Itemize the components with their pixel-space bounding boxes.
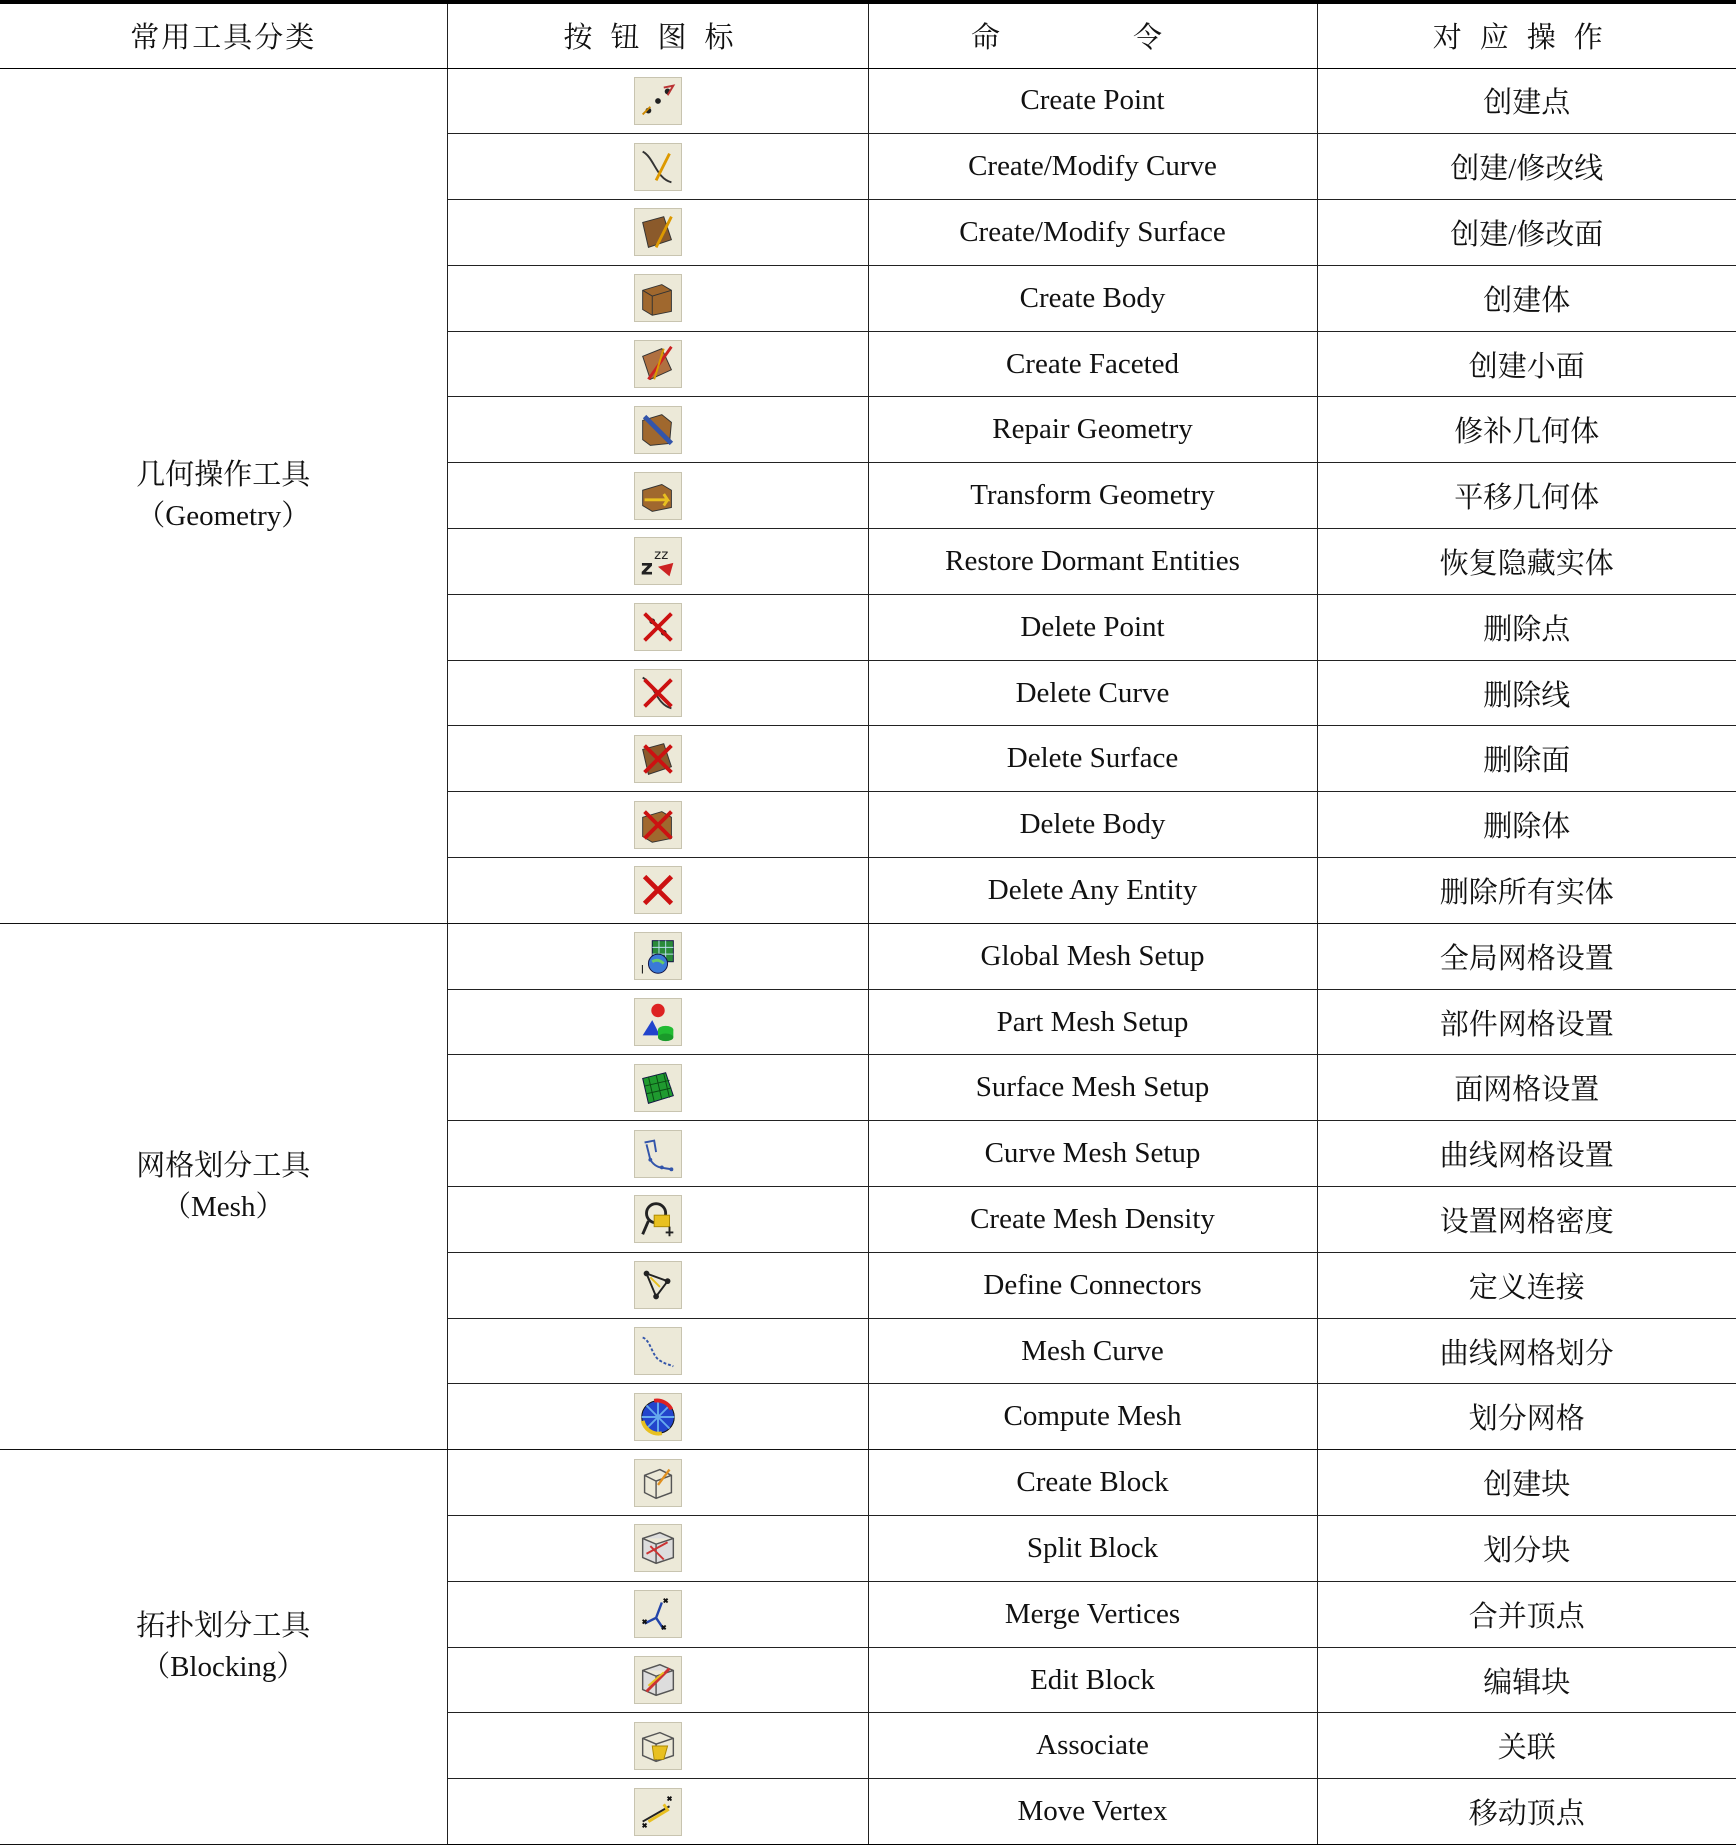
operation-cell: 创建体: [1317, 265, 1736, 331]
surface-mesh-setup-icon: [634, 1064, 682, 1112]
operation-cell: 平移几何体: [1317, 463, 1736, 529]
command-cell: Create Block: [868, 1450, 1317, 1516]
operation-cell: 曲线网格设置: [1317, 1121, 1736, 1187]
command-cell: Compute Mesh: [868, 1384, 1317, 1450]
command-cell: Transform Geometry: [868, 463, 1317, 529]
icon-cell: [447, 331, 868, 397]
icon-cell: [447, 134, 868, 200]
command-cell: Create/Modify Surface: [868, 200, 1317, 266]
operation-cell: 创建小面: [1317, 331, 1736, 397]
svg-text:z: z: [640, 554, 653, 580]
operation-cell: 设置网格密度: [1317, 1187, 1736, 1253]
operation-cell: 合并顶点: [1317, 1581, 1736, 1647]
category-label: （Blocking）: [141, 1651, 306, 1684]
icon-cell: [447, 1713, 868, 1779]
svg-text:I: I: [640, 962, 644, 977]
command-cell: Create Body: [868, 265, 1317, 331]
icon-cell: [447, 1450, 868, 1516]
operation-cell: 删除线: [1317, 660, 1736, 726]
operation-cell: 部件网格设置: [1317, 989, 1736, 1055]
operation-cell: 恢复隐藏实体: [1317, 529, 1736, 595]
command-cell: Associate: [868, 1713, 1317, 1779]
icon-cell: [447, 1516, 868, 1582]
icon-cell: [447, 923, 868, 989]
associate-icon: [634, 1722, 682, 1770]
icon-cell: [447, 1384, 868, 1450]
operation-cell: 划分网格: [1317, 1384, 1736, 1450]
icon-cell: [447, 200, 868, 266]
icon-cell: [447, 529, 868, 595]
operation-cell: 曲线网格划分: [1317, 1318, 1736, 1384]
header-command: 命 令: [868, 2, 1317, 68]
header-icon: 按钮图标: [447, 2, 868, 68]
delete-point-icon: [634, 603, 682, 651]
icon-cell: [447, 265, 868, 331]
merge-vertices-icon: [634, 1590, 682, 1638]
svg-text:zz: zz: [653, 548, 668, 564]
icon-cell: [447, 397, 868, 463]
icon-cell: [447, 1779, 868, 1845]
delete-body-icon: [634, 801, 682, 849]
operation-cell: 移动顶点: [1317, 1779, 1736, 1845]
command-cell: Part Mesh Setup: [868, 989, 1317, 1055]
transform-geometry-icon: [634, 472, 682, 520]
category-cell: [0, 68, 447, 923]
curve-mesh-setup-icon: [634, 1130, 682, 1178]
create-body-icon: [634, 274, 682, 322]
command-cell: Define Connectors: [868, 1252, 1317, 1318]
operation-cell: 创建/修改面: [1317, 200, 1736, 266]
define-connectors-icon: [634, 1261, 682, 1309]
operation-cell: 划分块: [1317, 1516, 1736, 1582]
icon-cell: [447, 989, 868, 1055]
edit-block-icon: [634, 1656, 682, 1704]
command-cell: Curve Mesh Setup: [868, 1121, 1317, 1187]
category-label: 几何操作工具: [136, 458, 311, 491]
command-cell: Delete Any Entity: [868, 858, 1317, 924]
command-cell: Split Block: [868, 1516, 1317, 1582]
operation-cell: 删除面: [1317, 726, 1736, 792]
create-mesh-density-icon: [634, 1195, 682, 1243]
icon-cell: [447, 463, 868, 529]
table-row: [0, 1450, 1736, 1516]
operation-cell: 编辑块: [1317, 1647, 1736, 1713]
icon-cell: [447, 858, 868, 924]
icon-cell: [447, 1055, 868, 1121]
icon-cell: [447, 1187, 868, 1253]
command-cell: Surface Mesh Setup: [868, 1055, 1317, 1121]
icon-cell: [447, 1318, 868, 1384]
delete-surface-icon: [634, 735, 682, 783]
command-cell: Create Faceted: [868, 331, 1317, 397]
operation-cell: 删除点: [1317, 594, 1736, 660]
compute-mesh-icon: [634, 1393, 682, 1441]
part-mesh-setup-icon: [634, 998, 682, 1046]
command-cell: Create Point: [868, 68, 1317, 134]
operation-cell: 全局网格设置: [1317, 923, 1736, 989]
icon-cell: [447, 726, 868, 792]
restore-dormant-entities-icon: [634, 537, 682, 585]
command-cell: Mesh Curve: [868, 1318, 1317, 1384]
operation-cell: 关联: [1317, 1713, 1736, 1779]
command-cell: Repair Geometry: [868, 397, 1317, 463]
command-cell: Global Mesh Setup: [868, 923, 1317, 989]
command-cell: Edit Block: [868, 1647, 1317, 1713]
table-row: [0, 923, 1736, 989]
mesh-curve-icon: [634, 1327, 682, 1375]
icon-cell: [447, 68, 868, 134]
category-label: 拓扑划分工具: [136, 1610, 311, 1643]
command-cell: Delete Body: [868, 792, 1317, 858]
operation-cell: 创建块: [1317, 1450, 1736, 1516]
icon-cell: [447, 660, 868, 726]
table-row: [0, 68, 1736, 134]
command-cell: Delete Surface: [868, 726, 1317, 792]
delete-any-entity-icon: [634, 866, 682, 914]
command-cell: Delete Curve: [868, 660, 1317, 726]
header-row: [0, 2, 1736, 68]
icon-cell: [447, 1252, 868, 1318]
icon-cell: [447, 1581, 868, 1647]
split-block-icon: [634, 1524, 682, 1572]
category-cell: [0, 923, 447, 1449]
category-label: 网格划分工具: [136, 1149, 311, 1182]
move-vertex-icon: [634, 1788, 682, 1836]
header-category: 常用工具分类: [0, 2, 447, 68]
icon-cell: [447, 594, 868, 660]
operation-cell: 删除体: [1317, 792, 1736, 858]
command-cell: Create/Modify Curve: [868, 134, 1317, 200]
category-cell: [0, 1450, 447, 1845]
operation-cell: 创建/修改线: [1317, 134, 1736, 200]
icon-cell: [447, 1121, 868, 1187]
delete-curve-icon: [634, 669, 682, 717]
header-operation: 对应操作: [1317, 2, 1736, 68]
icon-cell: [447, 792, 868, 858]
create-block-icon: [634, 1459, 682, 1507]
category-label: （Mesh）: [162, 1190, 285, 1223]
operation-cell: 定义连接: [1317, 1252, 1736, 1318]
operation-cell: 创建点: [1317, 68, 1736, 134]
command-cell: Restore Dormant Entities: [868, 529, 1317, 595]
icon-cell: [447, 1647, 868, 1713]
create-faceted-icon: [634, 340, 682, 388]
create-modify-surface-icon: [634, 208, 682, 256]
command-cell: Delete Point: [868, 594, 1317, 660]
operation-cell: 面网格设置: [1317, 1055, 1736, 1121]
operation-cell: 删除所有实体: [1317, 858, 1736, 924]
create-point-icon: [634, 77, 682, 125]
command-cell: Move Vertex: [868, 1779, 1317, 1845]
global-mesh-setup-icon: [634, 932, 682, 980]
command-cell: Merge Vertices: [868, 1581, 1317, 1647]
category-label: （Geometry）: [136, 499, 311, 532]
command-cell: Create Mesh Density: [868, 1187, 1317, 1253]
repair-geometry-icon: [634, 406, 682, 454]
operation-cell: 修补几何体: [1317, 397, 1736, 463]
create-modify-curve-icon: [634, 143, 682, 191]
